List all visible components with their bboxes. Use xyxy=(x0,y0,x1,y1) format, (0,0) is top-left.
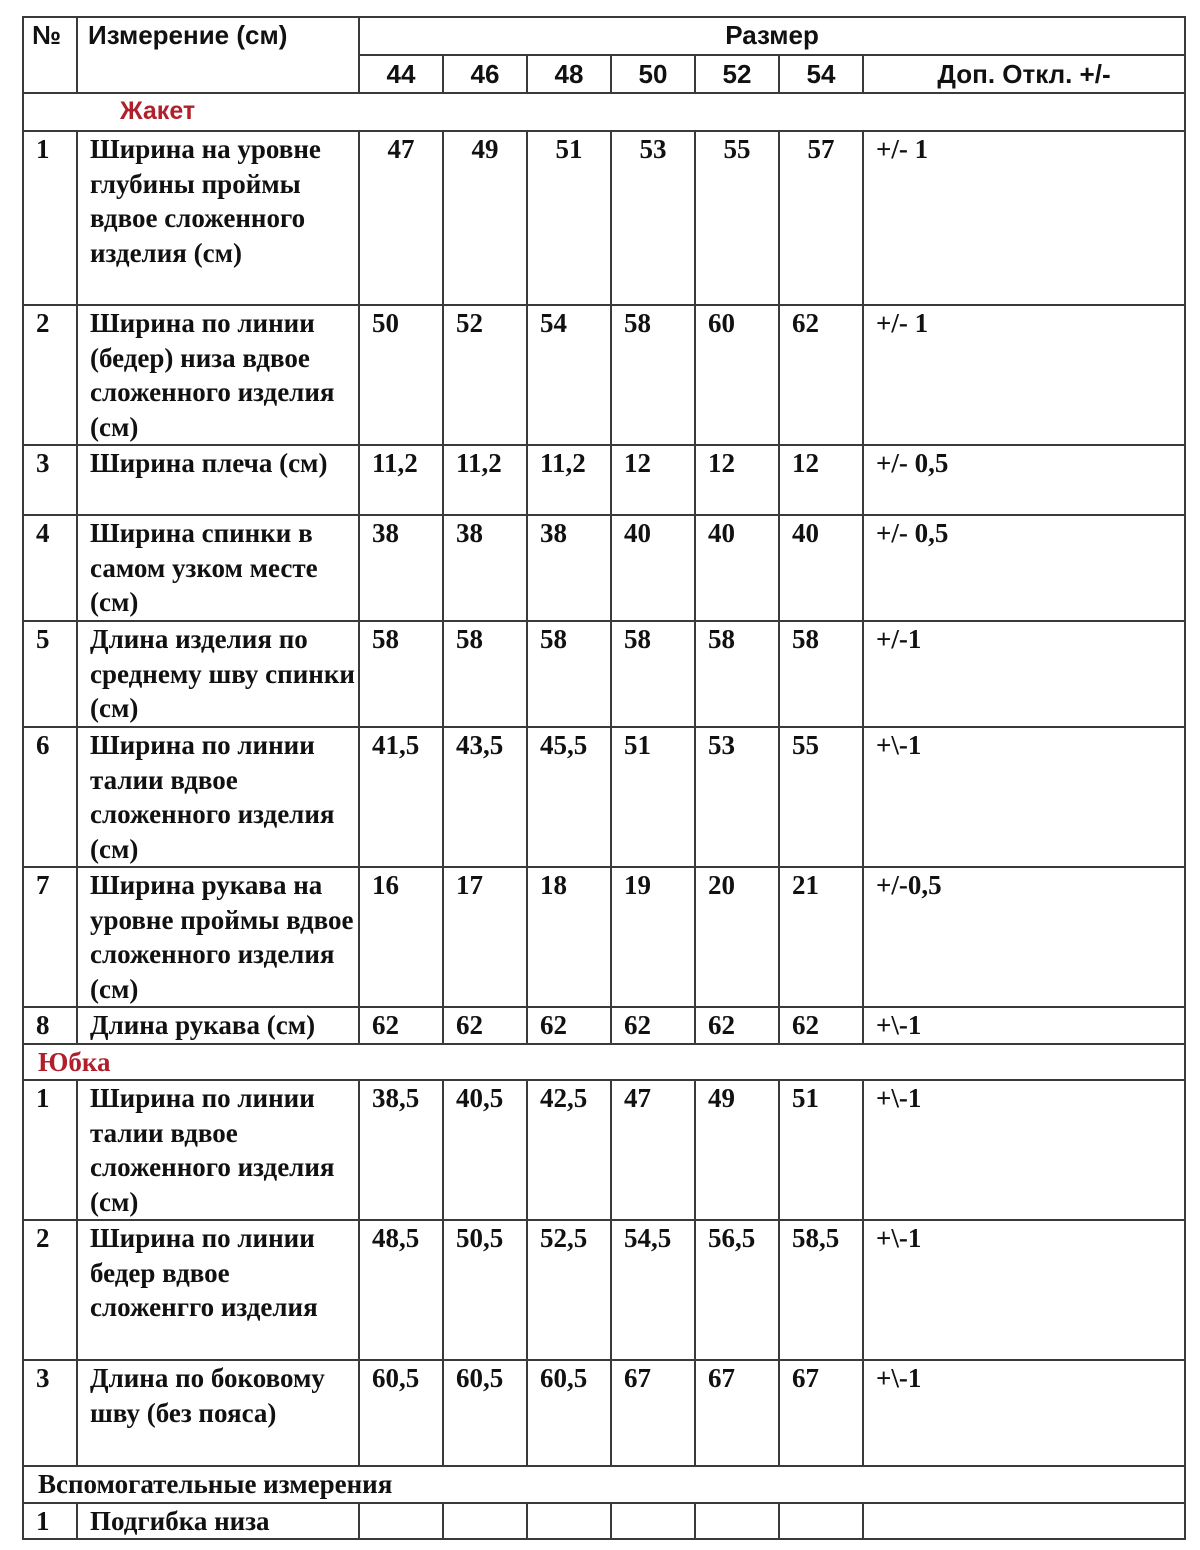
jacket-value-cell: 18 xyxy=(527,867,611,1007)
skirt-value-cell: 40,5 xyxy=(443,1080,527,1220)
jacket-measurement-name: Ширина спинки в самом узком месте (см) xyxy=(77,515,359,621)
tolerance-header: Доп. Откл. +/- xyxy=(863,55,1185,93)
auxiliary-value-cell xyxy=(359,1503,443,1540)
jacket-value-cell: 11,2 xyxy=(443,445,527,515)
jacket-row-number: 5 xyxy=(23,621,77,727)
jacket-value-cell: 38 xyxy=(359,515,443,621)
table-row xyxy=(23,1360,1185,1466)
skirt-measurement-name: Длина по боковому шву (без пояса) xyxy=(77,1360,359,1466)
jacket-value-cell: 20 xyxy=(695,867,779,1007)
jacket-value-cell: 62 xyxy=(527,1007,611,1044)
skirt-measurement-name: Ширина по линии бедер вдвое сложенгго изделия xyxy=(77,1220,359,1360)
jacket-value-cell: 17 xyxy=(443,867,527,1007)
jacket-value-cell: 58 xyxy=(611,621,695,727)
table-row xyxy=(23,131,1185,305)
jacket-row-number: 3 xyxy=(23,445,77,515)
jacket-measurement-name: Длина рукава (см) xyxy=(77,1007,359,1044)
table-row xyxy=(23,1503,1185,1540)
skirt-tolerance-cell: +\-1 xyxy=(863,1360,1185,1466)
section-auxiliary-row xyxy=(23,1466,1185,1503)
jacket-measurement-name: Ширина плеча (см) xyxy=(77,445,359,515)
section-skirt-title: Юбка xyxy=(23,1044,1185,1081)
jacket-value-cell: 53 xyxy=(695,727,779,867)
table-row xyxy=(23,1080,1185,1220)
jacket-row-number: 7 xyxy=(23,867,77,1007)
skirt-measurement-name: Ширина по линии талии вдвое сложенного изделия (см) xyxy=(77,1080,359,1220)
header-row-top xyxy=(23,17,1185,55)
jacket-value-cell: 54 xyxy=(527,305,611,445)
jacket-value-cell: 40 xyxy=(611,515,695,621)
skirt-row-number: 1 xyxy=(23,1080,77,1220)
jacket-value-cell: 62 xyxy=(695,1007,779,1044)
jacket-value-cell: 55 xyxy=(779,727,863,867)
jacket-row-number: 6 xyxy=(23,727,77,867)
skirt-value-cell: 50,5 xyxy=(443,1220,527,1360)
section-auxiliary-title: Вспомогательные измерения xyxy=(23,1466,1185,1503)
auxiliary-value-cell xyxy=(695,1503,779,1540)
skirt-value-cell: 47 xyxy=(611,1080,695,1220)
section-jacket-title: Жакет xyxy=(120,97,196,125)
auxiliary-value-cell xyxy=(779,1503,863,1540)
jacket-value-cell: 51 xyxy=(527,131,611,305)
table-row xyxy=(23,515,1185,621)
table-row xyxy=(23,621,1185,727)
table-row xyxy=(23,1007,1185,1044)
jacket-value-cell: 41,5 xyxy=(359,727,443,867)
auxiliary-value-cell xyxy=(611,1503,695,1540)
skirt-value-cell: 58,5 xyxy=(779,1220,863,1360)
skirt-row-number: 2 xyxy=(23,1220,77,1360)
auxiliary-row-number: 1 xyxy=(23,1503,77,1540)
table-row xyxy=(23,867,1185,1007)
jacket-measurement-name: Длина изделия по среднему шву спинки (см) xyxy=(77,621,359,727)
jacket-value-cell: 55 xyxy=(695,131,779,305)
skirt-value-cell: 67 xyxy=(611,1360,695,1466)
size-chart-table xyxy=(22,16,1186,1540)
size-44-header: 44 xyxy=(359,55,443,93)
table-row xyxy=(23,445,1185,515)
jacket-measurement-name: Ширина рукава на уровне проймы вдвое сложенного изделия (см) xyxy=(77,867,359,1007)
jacket-value-cell: 51 xyxy=(611,727,695,867)
auxiliary-tolerance-cell xyxy=(863,1503,1185,1540)
jacket-value-cell: 43,5 xyxy=(443,727,527,867)
table-row xyxy=(23,1220,1185,1360)
size-50-header: 50 xyxy=(611,55,695,93)
jacket-value-cell: 58 xyxy=(779,621,863,727)
jacket-value-cell: 16 xyxy=(359,867,443,1007)
skirt-tolerance-cell: +\-1 xyxy=(863,1080,1185,1220)
skirt-value-cell: 42,5 xyxy=(527,1080,611,1220)
jacket-tolerance-cell: +/- 1 xyxy=(863,131,1185,305)
jacket-value-cell: 12 xyxy=(611,445,695,515)
skirt-value-cell: 48,5 xyxy=(359,1220,443,1360)
jacket-value-cell: 40 xyxy=(695,515,779,621)
jacket-measurement-name: Ширина по линии (бедер) низа вдвое сложенного изделия (см) xyxy=(77,305,359,445)
jacket-value-cell: 62 xyxy=(359,1007,443,1044)
table-row xyxy=(23,727,1185,867)
jacket-value-cell: 50 xyxy=(359,305,443,445)
jacket-tolerance-cell: +/- 0,5 xyxy=(863,515,1185,621)
size-54-header: 54 xyxy=(779,55,863,93)
jacket-value-cell: 57 xyxy=(779,131,863,305)
jacket-value-cell: 58 xyxy=(443,621,527,727)
skirt-value-cell: 60,5 xyxy=(359,1360,443,1466)
jacket-value-cell: 62 xyxy=(611,1007,695,1044)
jacket-measurement-name: Ширина на уровне глубины проймы вдвое сложенного изделия (см) xyxy=(77,131,359,305)
skirt-value-cell: 60,5 xyxy=(527,1360,611,1466)
jacket-value-cell: 19 xyxy=(611,867,695,1007)
jacket-value-cell: 45,5 xyxy=(527,727,611,867)
jacket-value-cell: 62 xyxy=(779,1007,863,1044)
skirt-value-cell: 60,5 xyxy=(443,1360,527,1466)
skirt-value-cell: 52,5 xyxy=(527,1220,611,1360)
auxiliary-value-cell xyxy=(443,1503,527,1540)
jacket-value-cell: 58 xyxy=(359,621,443,727)
jacket-value-cell: 58 xyxy=(611,305,695,445)
jacket-value-cell: 62 xyxy=(779,305,863,445)
jacket-value-cell: 12 xyxy=(779,445,863,515)
jacket-value-cell: 40 xyxy=(779,515,863,621)
jacket-tolerance-cell: +/- 0,5 xyxy=(863,445,1185,515)
jacket-value-cell: 60 xyxy=(695,305,779,445)
skirt-value-cell: 38,5 xyxy=(359,1080,443,1220)
jacket-value-cell: 49 xyxy=(443,131,527,305)
jacket-tolerance-cell: +\-1 xyxy=(863,727,1185,867)
jacket-value-cell: 11,2 xyxy=(359,445,443,515)
section-jacket-cell xyxy=(23,93,1185,131)
skirt-value-cell: 54,5 xyxy=(611,1220,695,1360)
size-header: Размер xyxy=(359,17,1185,55)
skirt-value-cell: 56,5 xyxy=(695,1220,779,1360)
skirt-tolerance-cell: +\-1 xyxy=(863,1220,1185,1360)
table-row xyxy=(23,305,1185,445)
jacket-value-cell: 11,2 xyxy=(527,445,611,515)
jacket-tolerance-cell: +/-1 xyxy=(863,621,1185,727)
jacket-value-cell: 38 xyxy=(527,515,611,621)
jacket-tolerance-cell: +\-1 xyxy=(863,1007,1185,1044)
jacket-value-cell: 38 xyxy=(443,515,527,621)
jacket-value-cell: 52 xyxy=(443,305,527,445)
num-header: № xyxy=(23,17,77,93)
skirt-value-cell: 49 xyxy=(695,1080,779,1220)
section-jacket-row xyxy=(23,93,1185,131)
skirt-value-cell: 67 xyxy=(695,1360,779,1466)
size-46-header: 46 xyxy=(443,55,527,93)
jacket-value-cell: 62 xyxy=(443,1007,527,1044)
jacket-value-cell: 58 xyxy=(695,621,779,727)
skirt-row-number: 3 xyxy=(23,1360,77,1466)
jacket-measurement-name: Ширина по линии талии вдвое сложенного изделия (см) xyxy=(77,727,359,867)
jacket-value-cell: 21 xyxy=(779,867,863,1007)
jacket-value-cell: 47 xyxy=(359,131,443,305)
jacket-row-number: 1 xyxy=(23,131,77,305)
size-52-header: 52 xyxy=(695,55,779,93)
auxiliary-measurement-name: Подгибка низа xyxy=(77,1503,359,1540)
jacket-tolerance-cell: +/- 1 xyxy=(863,305,1185,445)
jacket-tolerance-cell: +/-0,5 xyxy=(863,867,1185,1007)
jacket-value-cell: 12 xyxy=(695,445,779,515)
jacket-row-number: 4 xyxy=(23,515,77,621)
section-skirt-row xyxy=(23,1044,1185,1081)
measure-header: Измерение (см) xyxy=(77,17,359,93)
jacket-row-number: 8 xyxy=(23,1007,77,1044)
jacket-value-cell: 58 xyxy=(527,621,611,727)
auxiliary-value-cell xyxy=(527,1503,611,1540)
jacket-row-number: 2 xyxy=(23,305,77,445)
skirt-value-cell: 51 xyxy=(779,1080,863,1220)
skirt-value-cell: 67 xyxy=(779,1360,863,1466)
size-48-header: 48 xyxy=(527,55,611,93)
jacket-value-cell: 53 xyxy=(611,131,695,305)
